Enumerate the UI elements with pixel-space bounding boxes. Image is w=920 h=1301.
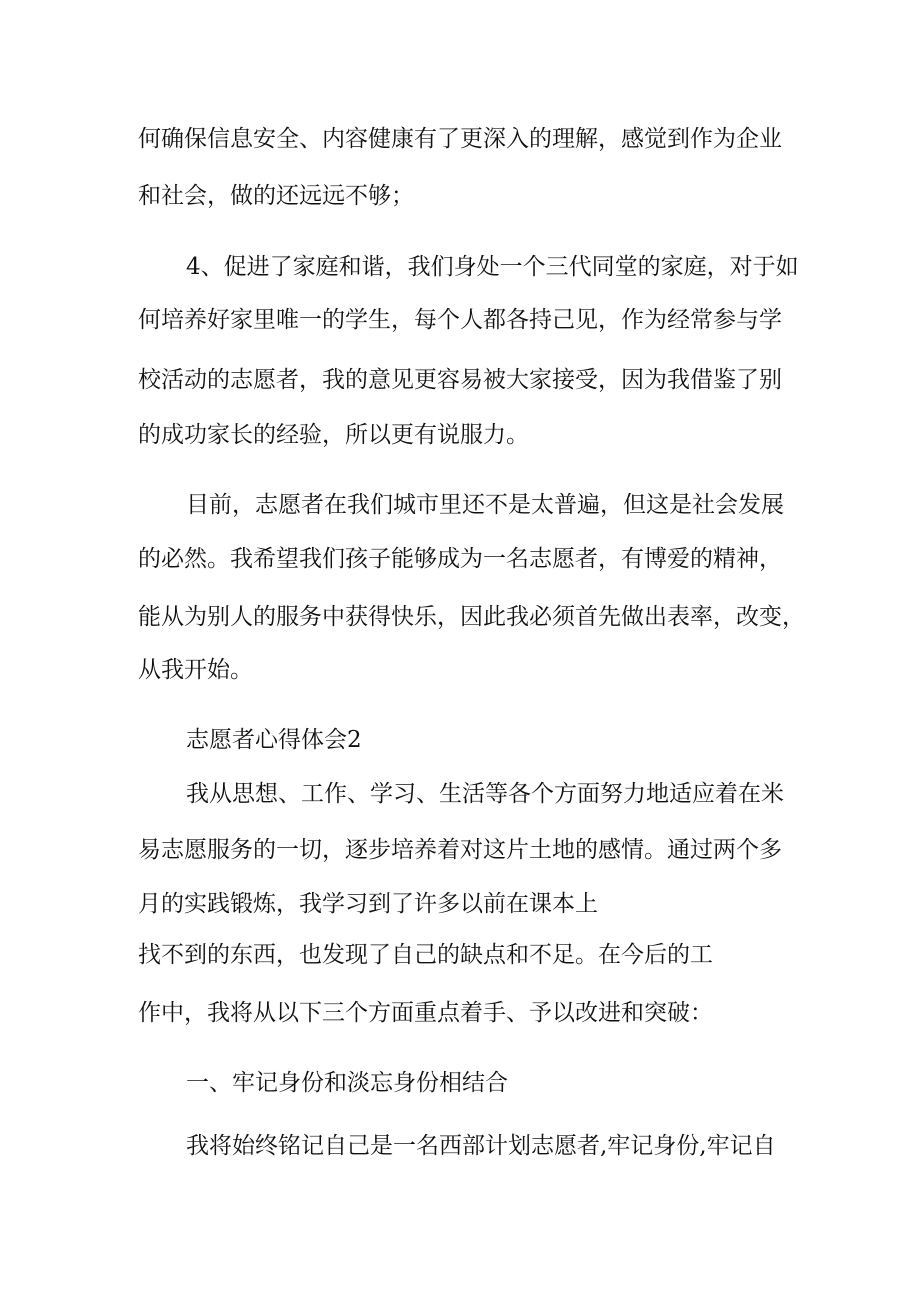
paragraph-line: 何培养好家里唯一的学生，每个人都各持己见，作为经常参与学 xyxy=(138,307,782,333)
paragraph-line: 和社会，做的还远远不够； xyxy=(138,183,414,209)
paragraph-line: 我将始终铭记自己是一名西部计划志愿者,牢记身份,牢记自 xyxy=(186,1133,776,1159)
paragraph-line: 目前，志愿者在我们城市里还不是太普遍，但这是社会发展 xyxy=(186,492,784,518)
paragraph-line: 我从思想、工作、学习、生活等各个方面努力地适应着在米 xyxy=(186,781,784,807)
paragraph-line: 找不到的东西，也发现了自己的缺点和不足。在今后的工 xyxy=(138,942,713,968)
section-heading: 志愿者心得体会2 xyxy=(186,727,362,753)
paragraph-line: 4、促进了家庭和谐，我们身处一个三代同堂的家庭，对于如 xyxy=(186,254,799,280)
paragraph-line: 月的实践锻炼，我学习到了许多以前在课本上 xyxy=(138,891,598,917)
paragraph-line: 校活动的志愿者，我的意见更容易被大家接受，因为我借鉴了别 xyxy=(138,367,782,393)
paragraph-line: 能从为别人的服务中获得快乐，因此我必须首先做出表率，改变， xyxy=(138,604,805,630)
subheading: 一、牢记身份和淡忘身份相结合 xyxy=(186,1070,508,1096)
paragraph-line: 从我开始。 xyxy=(138,657,253,683)
paragraph-line: 何确保信息安全、内容健康有了更深入的理解，感觉到作为企业 xyxy=(138,126,782,152)
paragraph-line: 的成功家长的经验，所以更有说服力。 xyxy=(138,422,529,448)
paragraph-line: 作中，我将从以下三个方面重点着手、予以改进和突破： xyxy=(138,1000,713,1026)
paragraph-line: 的必然。我希望我们孩子能够成为一名志愿者，有博爱的精神， xyxy=(138,546,782,572)
paragraph-line: 易志愿服务的一切，逐步培养着对这片土地的感情。通过两个多 xyxy=(138,837,782,863)
